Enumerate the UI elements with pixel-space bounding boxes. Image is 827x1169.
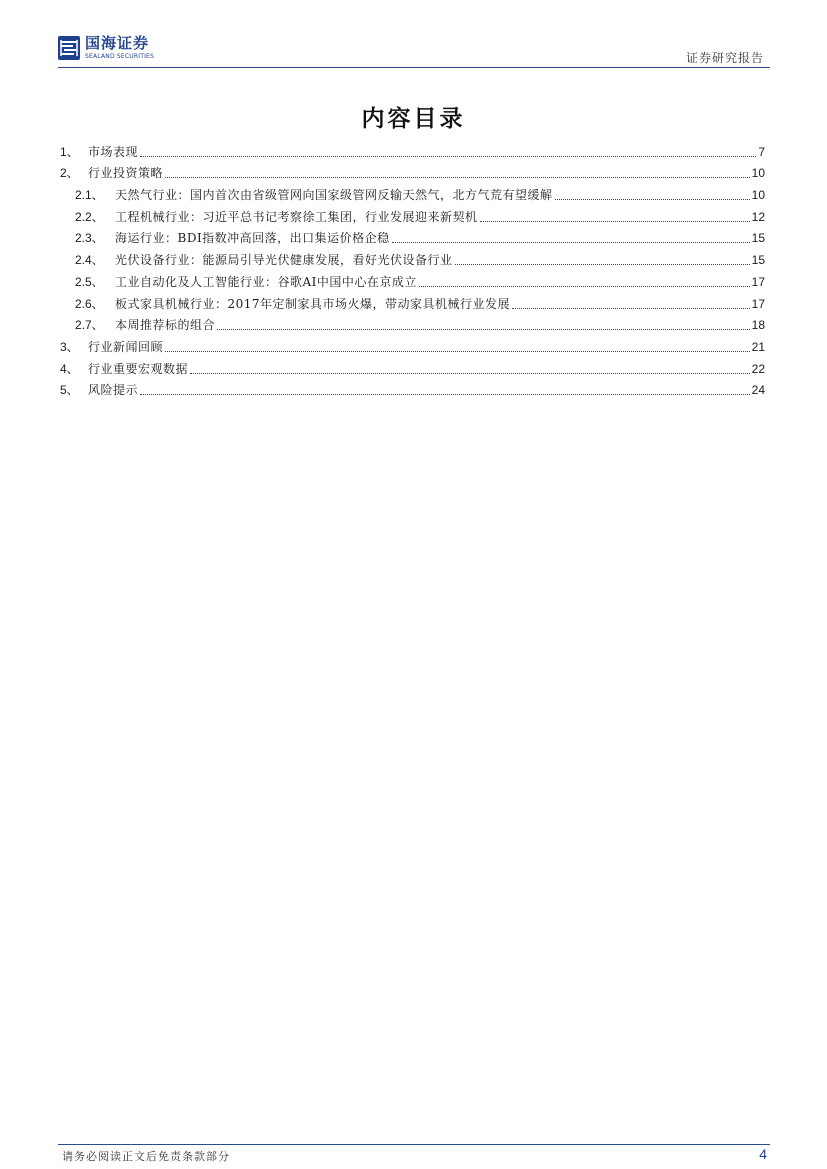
toc-entry[interactable] (60, 333, 765, 355)
toc-leader-dots (392, 242, 750, 243)
toc-leader-dots (480, 221, 750, 222)
toc-entry-number: 2.5、 (75, 274, 104, 289)
toc-entry-page: 24 (751, 383, 765, 398)
toc-subentry[interactable] (60, 268, 765, 290)
sealand-logo-icon (58, 36, 80, 60)
toc-entry[interactable] (60, 160, 765, 182)
page-number: 4 (759, 1146, 767, 1162)
toc-entry-page: 22 (751, 361, 765, 376)
toc-entry-title: 本周推荐标的组合 (115, 318, 216, 333)
toc-entry-title: 行业投资策略 (88, 166, 164, 181)
toc-entry-title: 风险提示 (88, 383, 139, 398)
toc-entry-title: 天然气行业：国内首次由省级管网向国家级管网反输天然气，北方气荒有望缓解 (115, 188, 553, 203)
toc-entry-title: 工业自动化及人工智能行业：谷歌AI中国中心在京成立 (115, 274, 417, 289)
toc-entry-title: 光伏设备行业：能源局引导光伏健康发展，看好光伏设备行业 (115, 253, 453, 268)
toc-entry-page: 12 (751, 209, 765, 224)
header-divider (58, 67, 770, 68)
toc-leader-dots (512, 308, 750, 309)
toc-subentry[interactable] (60, 290, 765, 312)
toc-entry-number: 2.7、 (75, 318, 104, 333)
toc-entry-page: 18 (751, 318, 765, 333)
toc-entry-number: 2.3、 (75, 231, 104, 246)
toc-entry-number: 2.6、 (75, 296, 104, 311)
toc-entry-title: 行业重要宏观数据 (88, 361, 189, 376)
disclaimer-note: 请务必阅读正文后免责条款部分 (62, 1150, 230, 1163)
toc-entry-title: 工程机械行业：习近平总书记考察徐工集团，行业发展迎来新契机 (115, 209, 478, 224)
toc-entry-page: 15 (751, 253, 765, 268)
toc-leader-dots (140, 156, 756, 157)
toc-entry-page: 17 (751, 296, 765, 311)
toc-leader-dots (419, 286, 750, 287)
toc-leader-dots (455, 264, 750, 265)
toc-entry-number: 2.2、 (75, 209, 104, 224)
toc-entry-title: 市场表现 (88, 144, 139, 159)
toc-entry[interactable] (60, 138, 765, 160)
toc-entry[interactable] (60, 377, 765, 399)
toc-entry-number: 1、 (60, 144, 79, 159)
toc-leader-dots (165, 351, 750, 352)
toc-subentry[interactable] (60, 225, 765, 247)
toc-entry-page: 17 (751, 274, 765, 289)
toc-leader-dots (555, 199, 750, 200)
toc-subentry[interactable] (60, 312, 765, 334)
company-logo (58, 36, 154, 60)
table-of-contents (60, 138, 765, 398)
toc-leader-dots (140, 394, 750, 395)
toc-entry-page: 7 (758, 144, 765, 159)
toc-entry-title: 板式家具机械行业：2017年定制家具市场火爆，带动家具机械行业发展 (115, 296, 511, 311)
page-header (58, 36, 770, 68)
logo-english-name: SEALAND SECURITIES (85, 53, 155, 60)
toc-subentry[interactable] (60, 181, 765, 203)
toc-leader-dots (190, 373, 750, 374)
toc-title: 内容目录 (361, 105, 466, 132)
toc-entry[interactable] (60, 355, 765, 377)
toc-entry-number: 3、 (60, 339, 79, 354)
toc-subentry[interactable] (60, 246, 765, 268)
footer-divider (58, 1144, 770, 1145)
report-type-label: 证券研究报告 (685, 51, 764, 65)
toc-entry-page: 21 (751, 339, 765, 354)
toc-entry-page: 10 (751, 188, 765, 203)
toc-entry-number: 2.4、 (75, 253, 104, 268)
toc-leader-dots (165, 177, 750, 178)
toc-entry-page: 15 (751, 231, 765, 246)
toc-subentry[interactable] (60, 203, 765, 225)
toc-entry-page: 10 (751, 166, 765, 181)
toc-entry-number: 2、 (60, 166, 79, 181)
toc-entry-number: 2.1、 (75, 188, 104, 203)
toc-entry-number: 4、 (60, 361, 79, 376)
logo-chinese-name: 国海证券 (85, 34, 150, 52)
toc-entry-title: 行业新闻回顾 (88, 339, 164, 354)
toc-leader-dots (217, 329, 750, 330)
toc-entry-number: 5、 (60, 383, 79, 398)
toc-entry-title: 海运行业：BDI指数冲高回落，出口集运价格企稳 (115, 231, 390, 246)
